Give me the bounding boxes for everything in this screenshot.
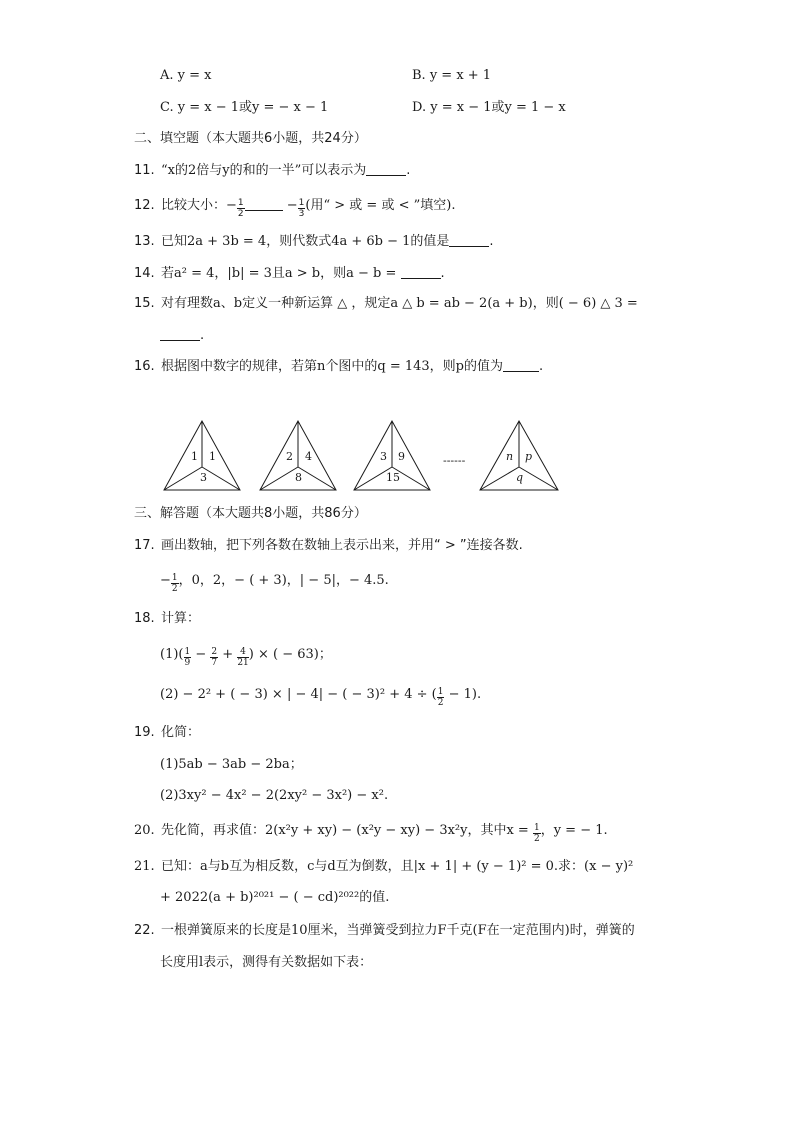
question-19-part-2: (2)3xy² − 4x² − 2(2xy² − 3x²) − x².	[160, 788, 389, 803]
triangle-pattern-figure	[160, 415, 570, 495]
question-text: (2) − 2² + ( − 3) × | − 4| − ( − 3)² + 4 ÷ (	[160, 687, 437, 702]
fraction-numerator: 1	[237, 198, 244, 208]
question-number: 20.	[134, 823, 155, 838]
question-number: 13.	[134, 234, 155, 249]
question-15	[134, 295, 638, 313]
question-17-list	[160, 572, 389, 594]
answer-blank[interactable]	[449, 233, 489, 247]
triangle-n-right: p	[525, 450, 533, 463]
question-13	[134, 233, 494, 251]
question-16	[134, 358, 543, 376]
question-number: 17.	[134, 538, 155, 553]
question-number: 12.	[134, 198, 155, 213]
question-21-continuation: + 2022(a + b)²⁰²¹ − ( − cd)²⁰²²的值.	[160, 890, 390, 905]
question-text: −	[191, 647, 211, 662]
question-21	[134, 858, 633, 876]
option-a: A. y = x	[160, 68, 212, 83]
option-c: C. y = x − 1或y = − x − 1	[160, 100, 329, 115]
answer-blank[interactable]	[401, 265, 441, 279]
fraction-denominator: 2	[437, 698, 444, 708]
fraction-denominator: 9	[184, 658, 191, 668]
fraction-numerator: 2	[211, 647, 218, 657]
question-19	[134, 724, 200, 742]
triangle-1-right: 1	[209, 450, 216, 463]
question-number: 21.	[134, 859, 155, 874]
question-text: 先化简，再求值：2(x²y + xy) − (x²y − xy) − 3x²y，其中x =	[161, 823, 533, 838]
fraction	[237, 198, 245, 219]
triangle-2-bottom: 8	[295, 471, 302, 484]
question-text: 化简：	[161, 725, 201, 740]
triangle-2-right: 4	[305, 450, 312, 463]
question-18	[134, 610, 200, 628]
question-number: 11.	[134, 163, 155, 178]
question-text: −	[160, 573, 171, 588]
triangle-n-bottom: q	[516, 471, 524, 484]
fraction	[533, 823, 541, 844]
question-text: −	[282, 198, 298, 213]
fraction-numerator: 1	[171, 573, 178, 583]
question-text: ，y = − 1.	[540, 823, 608, 838]
question-text: “x的2倍与y的和的一半”可以表示为	[161, 163, 367, 178]
question-text: ) × ( − 63)；	[248, 647, 332, 662]
answer-blank[interactable]	[245, 197, 283, 211]
fraction-denominator: 3	[298, 209, 305, 219]
question-22	[134, 922, 635, 940]
question-number: 14.	[134, 266, 155, 281]
option-d: D. y = x − 1或y = 1 − x	[412, 100, 566, 115]
triangle-n-left: n	[506, 450, 514, 463]
question-text: 根据图中数字的规律，若第n个图中的q = 143，则p的值为	[161, 359, 503, 374]
question-text: 比较大小：−	[161, 198, 237, 213]
question-text: +	[218, 647, 238, 662]
triangle-2	[260, 421, 336, 490]
question-text: 已知：a与b互为相反数，c与d互为倒数，且|x + 1| + (y − 1)² = 0.求：(x − y)²	[161, 859, 634, 874]
question-15-continuation	[160, 327, 204, 345]
question-22-continuation: 长度用l表示，测得有关数据如下表：	[160, 955, 373, 970]
question-text: ，0，2，− ( + 3)，| − 5|，− 4.5.	[178, 573, 389, 588]
question-11	[134, 162, 410, 180]
question-tail: .	[539, 359, 544, 374]
question-number: 16.	[134, 359, 155, 374]
answer-blank[interactable]	[366, 162, 406, 176]
section-fill-in-title: 二、填空题（本大题共6小题，共24分）	[134, 131, 367, 146]
fraction-denominator: 21	[237, 658, 249, 668]
question-18-part-2	[160, 686, 481, 708]
fraction-numerator: 4	[237, 647, 248, 658]
triangle-3-right: 9	[398, 450, 405, 463]
question-tail: .	[440, 266, 445, 281]
question-text: 对有理数a、b定义一种新运算 △ ，规定a △ b = ab − 2(a + b)，则( − 6) △ 3 =	[161, 296, 638, 311]
fraction-denominator: 2	[171, 584, 178, 594]
triangle-3	[354, 421, 430, 490]
question-text: 一根弹簧原来的长度是10厘米，当弹簧受到拉力F千克(F在一定范围内)时，弹簧的	[161, 923, 635, 938]
fraction	[171, 573, 179, 594]
question-12	[134, 197, 455, 219]
triangle-3-bottom: 15	[386, 471, 400, 484]
fraction-numerator: 1	[298, 198, 305, 208]
option-b: B. y = x + 1	[412, 68, 492, 83]
answer-blank[interactable]	[160, 327, 200, 341]
fraction	[210, 647, 218, 668]
continuation-dashes: ------	[443, 454, 466, 467]
answer-blank[interactable]	[503, 358, 539, 372]
question-18-part-1	[160, 646, 332, 668]
question-text: 画出数轴，把下列各数在数轴上表示出来，并用“ > ”连接各数.	[161, 538, 523, 553]
fraction	[237, 647, 248, 668]
triangle-n	[480, 421, 558, 490]
question-text: 若a² = 4，|b| = 3且a > b，则a − b =	[161, 266, 401, 281]
question-20	[134, 822, 608, 844]
question-19-part-1: (1)5ab − 3ab − 2ba；	[160, 757, 303, 772]
triangle-1-left: 1	[191, 450, 198, 463]
section-solve-title: 三、解答题（本大题共8小题，共86分）	[134, 506, 367, 521]
triangle-2-left: 2	[286, 450, 293, 463]
fraction-numerator: 1	[184, 647, 191, 657]
question-tail: .	[200, 328, 205, 343]
fraction-denominator: 2	[237, 209, 244, 219]
question-17	[134, 537, 523, 555]
triangle-3-left: 3	[380, 450, 387, 463]
fraction-denominator: 2	[533, 834, 540, 844]
question-number: 22.	[134, 923, 155, 938]
question-text: − 1).	[444, 687, 482, 702]
question-text: (用“ > 或 = 或 < ”填空).	[305, 198, 456, 213]
question-tail: .	[489, 234, 494, 249]
question-text: 计算：	[161, 611, 201, 626]
question-tail: .	[406, 163, 411, 178]
triangle-1	[164, 421, 240, 490]
question-text: 已知2a + 3b = 4，则代数式4a + 6b − 1的值是	[161, 234, 450, 249]
fraction-denominator: 7	[211, 658, 218, 668]
question-number: 18.	[134, 611, 155, 626]
fraction-numerator: 1	[533, 823, 540, 833]
question-14	[134, 265, 445, 283]
question-number: 19.	[134, 725, 155, 740]
fraction-numerator: 1	[437, 687, 444, 697]
triangle-1-bottom: 3	[200, 471, 207, 484]
question-text: (1)(	[160, 647, 184, 662]
question-number: 15.	[134, 296, 155, 311]
